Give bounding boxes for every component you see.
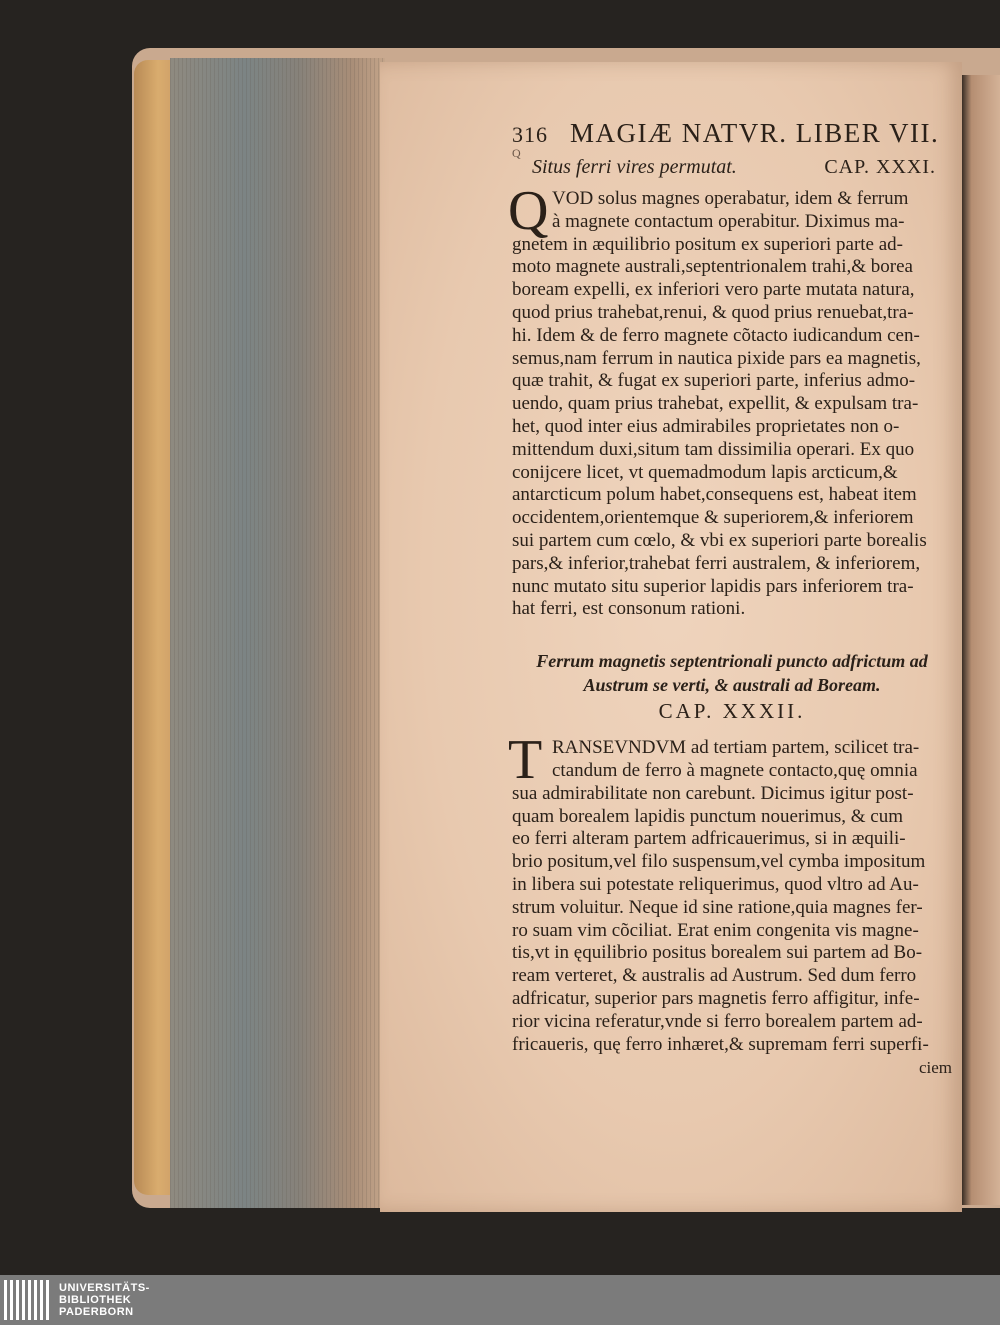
chapter-31-body xyxy=(508,180,952,621)
chapter-31-dropcap: Q xyxy=(508,180,549,242)
chapter-31-number: CAP. XXXI. xyxy=(824,156,936,178)
chapter-32-title-line-1: Ferrum magnetis septentrionali puncto adfrictum ad xyxy=(536,651,928,672)
text-line: uendo, quam prius trahebat, expellit, & expulsam tra- xyxy=(512,393,919,415)
text-line: strum voluitur. Neque id sine ratione,quia magnes fer- xyxy=(512,896,923,918)
library-logo-icon xyxy=(4,1280,49,1320)
text-line: het, quod inter eius admirabiles proprietates non o- xyxy=(512,415,900,437)
library-footer xyxy=(0,1275,1000,1325)
chapter-32-heading xyxy=(512,649,952,723)
text-line: VOD solus magnes operabatur, idem & ferrum xyxy=(552,188,909,209)
page-text xyxy=(508,118,952,1078)
text-line: à magnete contactum operabitur. Diximus ma- xyxy=(552,210,905,232)
text-line: quam borealem lapidis punctum nouerimus, & cum xyxy=(512,805,904,827)
facing-page-edge xyxy=(962,75,1000,1205)
running-head xyxy=(512,118,952,154)
text-line: conijcere licet, vt quemadmodum lapis arcticum,& xyxy=(512,461,898,483)
text-line: antarcticum polum habet,consequens est, habeat item xyxy=(512,484,917,506)
text-line: mittendum duxi,situm tam dissimilia operari. Ex quo xyxy=(512,438,915,460)
text-line: quæ trahit, & fugat ex superiori parte, inferius admo- xyxy=(512,370,916,392)
text-line: semus,nam ferrum in nautica pixide pars ea magnetis, xyxy=(512,347,921,369)
text-line: in libera sui potestate reliquerimus, quod vltro ad Au- xyxy=(512,873,919,895)
text-line: rior vicina referatur,vnde si ferro borealem partem ad- xyxy=(512,1010,923,1032)
text-line: eo ferri alteram partem adfricauerimus, si in æquili- xyxy=(512,828,906,850)
text-line: moto magnete australi,septentrionalem trahi,& borea xyxy=(512,256,913,278)
text-line: ro suam vim cõciliat. Erat enim congenita vis magne- xyxy=(512,919,919,941)
page-block-edge xyxy=(170,58,385,1208)
text-line: gnetem in æquilibrio positum ex superiori parte ad- xyxy=(512,233,904,255)
library-name-line-3: PADERBORN xyxy=(59,1306,134,1318)
text-line: nunc mutato situ superior lapidis pars inferiorem tra- xyxy=(512,575,914,597)
text-line: hat ferri, est consonum rationi. xyxy=(512,598,746,620)
chapter-32-number: CAP. XXXII. xyxy=(658,699,806,724)
catchword: ciem xyxy=(918,1058,952,1078)
text-line: ream verteret, & australis ad Austrum. Sed dum ferro xyxy=(512,965,917,987)
text-line: sui partem cum cœlo, & vbi ex superiori parte borealis xyxy=(512,529,927,551)
chapter-32-body xyxy=(508,729,952,1056)
chapter-31-heading xyxy=(532,156,936,182)
text-line: adfricatur, superior pars magnetis ferro affigitur, infe- xyxy=(512,987,920,1009)
library-name-line-2: BIBLIOTHEK xyxy=(59,1294,132,1306)
text-line: brio positum,vel filo suspensum,vel cymba impositum xyxy=(512,851,926,873)
text-line: fricaueris, quę ferro inhæret,& supremam ferri superfi- xyxy=(512,1033,929,1055)
signature-mark: Q xyxy=(512,146,521,160)
text-line: tis,vt in ęquilibrio positus borealem sui partem ad Bo- xyxy=(512,942,923,964)
text-line: hi. Idem & de ferro magnete cõtacto iudicandum cen- xyxy=(512,324,920,346)
text-line: RANSEVNDVM ad tertiam partem, scilicet tra- xyxy=(552,737,920,759)
library-name-line-1: UNIVERSITÄTS- xyxy=(59,1282,150,1294)
chapter-31-title: Situs ferri vires permutat. xyxy=(532,156,737,178)
text-line: ctandum de ferro à magnete contacto,quę omnia xyxy=(552,759,918,781)
text-line: sua admirabilitate non carebunt. Dicimus igitur post- xyxy=(512,782,914,804)
text-line: pars,& inferior,trahebat ferri australem, & inferiorem, xyxy=(512,552,921,574)
chapter-32-title-line-2: Austrum se verti, & australi ad Boream. xyxy=(583,675,881,696)
text-line: quod prius trahebat,renui, & quod prius renuebat,tra- xyxy=(512,301,914,323)
page-number: 316 xyxy=(512,122,548,147)
library-logo xyxy=(4,1280,150,1320)
text-line: boream expelli, ex inferiori vero parte mutata natura, xyxy=(512,279,915,301)
chapter-32-dropcap: T xyxy=(508,729,543,792)
text-line: occidentem,orientemque & superiorem,& inferiorem xyxy=(512,507,914,529)
running-title: MAGIÆ NATVR. LIBER VII. xyxy=(570,118,940,148)
